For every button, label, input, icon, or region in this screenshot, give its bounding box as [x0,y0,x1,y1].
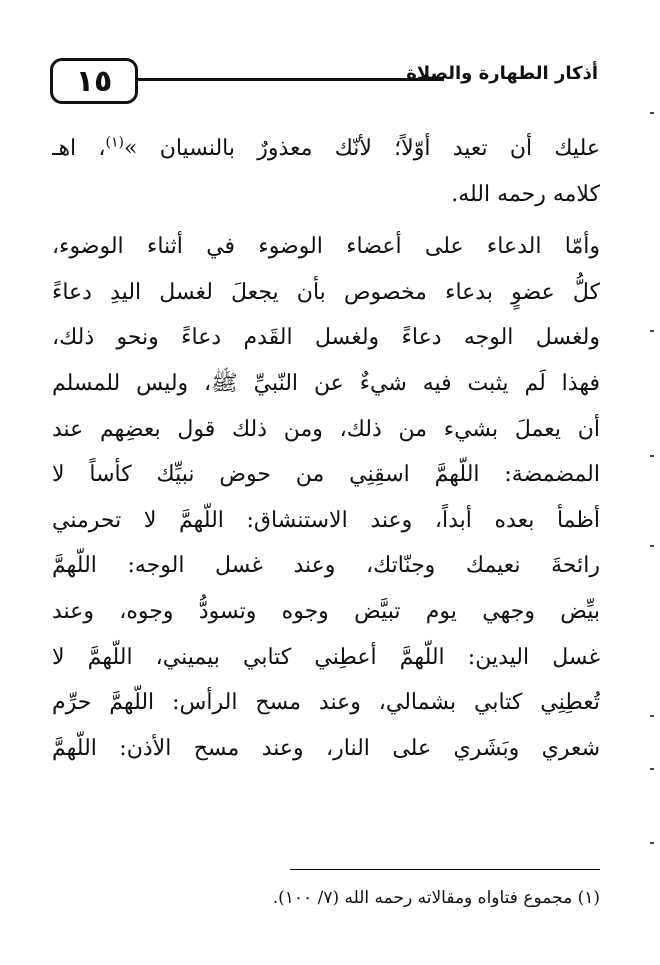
footnote-reference: (١) [105,134,124,151]
body-text [52,126,600,771]
text-line-11: بيِّض وجهي يوم تبيَّض وجوه وتسودُّ وجوه، وعند [52,598,600,624]
text-line-4: كلُّ عضوٍ بدعاء مخصوص بأن يجعلَ لغسل اليدِ دعاءً [52,279,600,305]
page-number: ١٥ [50,58,138,104]
margin-mark [650,112,654,114]
text-line-2: كلامه رحمه الله. [451,181,600,207]
text-line-12: غسل اليدين: اللّهمَّ أعطِني كتابي بيميني، اللّهمَّ لا [52,644,600,670]
running-title: أذكار الطهارة والصلاة [406,63,598,84]
margin-mark [650,330,654,332]
margin-mark [650,545,654,547]
margin-mark [650,455,654,457]
text-line-14: شعري وبَشَري على النار، وعند مسح الأذن: اللّهمَّ [52,735,600,761]
text-line-13: تُعطِنِي كتابي بشمالي، وعند مسح الرأس: اللّهمَّ حرِّم [52,690,600,716]
text-line-1-main: عليك أن تعيد أوّلاً؛ لأنّك معذورٌ بالنسيان » [123,136,600,161]
text-line-1-tail: ، اهـ [52,136,106,161]
text-line-7: أن يعملَ بشيء من ذلك، ومن ذلك قول بعضِهم عند [52,416,600,442]
header-rule [138,78,444,81]
footnote: (١) مجموع فتاواه ومقالاته رحمه الله (٧/ ١٠٠). [272,888,600,908]
margin-mark [650,715,654,717]
text-line-8: المضمضة: اللّهمَّ اسقِنِي من حوض نبيِّك كأساً لا [52,462,600,488]
page-header [50,58,598,108]
text-line-1 [52,126,600,172]
text-line-10: رائحةَ نعيمك وجنّاتك، وعند غسل الوجه: اللّهمَّ [52,553,600,579]
margin-mark [650,768,654,770]
footnote-separator [290,869,600,870]
margin-mark [650,842,654,844]
text-line-5: ولغسل الوجه دعاءً ولغسل القَدم دعاءً ونحو ذلك، [52,325,600,351]
text-line-3: وأمّا الدعاء على أعضاء الوضوء في أثناء الوضوء، [52,234,600,260]
text-line-9: أظمأ بعده أبداً، وعند الاستنشاق: اللّهمَّ لا تحرمني [52,507,600,533]
text-line-6: فهذا لَم يثبت فيه شيءٌ عن النّبيِّ ﷺ، وليس للمسلم [52,370,600,396]
